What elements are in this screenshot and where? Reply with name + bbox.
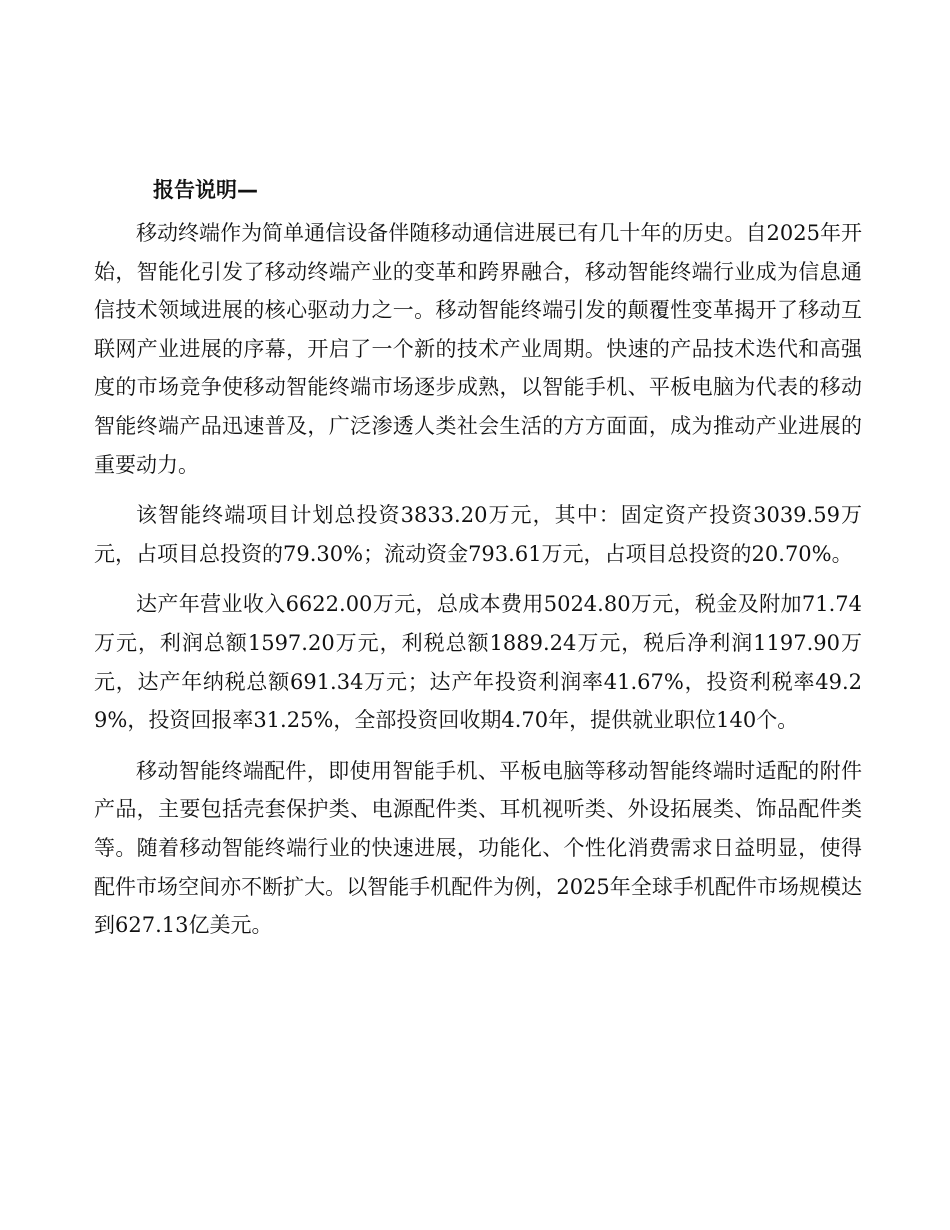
paragraph-intro: 移动终端作为简单通信设备伴随移动通信进展已有几十年的历史。自2025年开始，智能化引发了移动终端产业的变革和跨界融合，移动智能终端行业成为信息通信技术领域进展的核心驱动力之一。移动智能终端引发的颠覆性变革揭开了移动互联网产业进展的序幕，开启了一个新的技术产业周期。快速的产品技术迭代和高强度的市场竞争使移动智能终端市场逐步成熟，以智能手机、平板电脑为代表的移动智能终端产品迅速普及，广泛渗透人类社会生活的方方面面，成为推动产业进展的重要动力。 xyxy=(94,221,862,477)
paragraph-investment: 该智能终端项目计划总投资3833.20万元，其中：固定资产投资3039.59万元，占项目总投资的79.30%；流动资金793.61万元，占项目总投资的20.70%。 xyxy=(94,503,862,566)
section-heading: 报告说明— xyxy=(153,178,258,202)
body-text xyxy=(94,214,862,957)
paragraph-financials: 达产年营业收入6622.00万元，总成本费用5024.80万元，税金及附加71.74万元，利润总额1597.20万元，利税总额1889.24万元，税后净利润1197.90万元，达产年纳税总额691.34万元；达产年投资利润率41.67%，投资利税率49.29%，投资回报率31.25%，全部投资回收期4.70年，提供就业职位140个。 xyxy=(94,592,862,733)
paragraph-accessories: 移动智能终端配件，即使用智能手机、平板电脑等移动智能终端时适配的附件产品，主要包括壳套保护类、电源配件类、耳机视听类、外设拓展类、饰品配件类等。随着移动智能终端行业的快速进展，功能化、个性化消费需求日益明显，使得配件市场空间亦不断扩大。以智能手机配件为例，2025年全球手机配件市场规模达到627.13亿美元。 xyxy=(94,758,862,938)
